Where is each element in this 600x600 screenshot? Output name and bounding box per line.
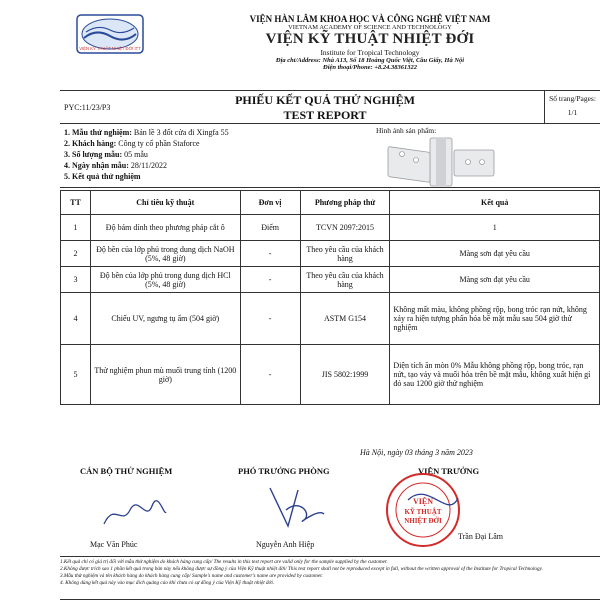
- cell-criterion: Thử nghiệm phun mù muối trung tính (1200 giờ): [90, 345, 240, 405]
- cell-method: TCVN 2097:2015: [300, 215, 390, 241]
- table-row: [61, 215, 600, 241]
- cell-method: Theo yêu cầu của khách hàng: [300, 267, 390, 293]
- sample-name-value: Bản lề 3 đốt cửa đi Xingfa 55: [133, 128, 229, 137]
- page-count: [544, 91, 600, 123]
- academy-vn: VIỆN HÀN LÂM KHOA HỌC VÀ CÔNG NGHỆ VIỆT NAM: [249, 14, 491, 24]
- phone: Điện thoại/Phone: +8.24.38361322: [323, 64, 417, 71]
- quantity-label: 3. Số lượng mẫu:: [64, 150, 123, 159]
- hinge-product-image: [370, 136, 500, 188]
- customer-value: Công ty cổ phần Staforce: [118, 139, 200, 148]
- tester-title: CÁN BỘ THỬ NGHIỆM: [80, 466, 173, 476]
- sample-info: [60, 126, 600, 188]
- cell-unit: -: [240, 241, 300, 267]
- table-header-row: [61, 191, 600, 215]
- quantity-value: 05 mẫu: [124, 150, 148, 159]
- tester-name: Mạc Văn Phúc: [90, 540, 138, 549]
- received-date-label: 4. Ngày nhận mẫu:: [64, 161, 129, 170]
- table-row: [61, 267, 600, 293]
- cell-result: 1: [390, 215, 600, 241]
- page-value: 1/1: [567, 108, 578, 117]
- col-header-method: Phương pháp thử: [300, 191, 390, 215]
- product-image-label: Hình ảnh sản phẩm:: [376, 126, 437, 135]
- report-title-en: TEST REPORT: [283, 108, 367, 122]
- footnote-4: 4. Không dùng kết quả này vào mục đích quảng cáo khi chưa có sự đồng ý của Viện Kỹ thuật nhiệt đới.: [60, 580, 275, 586]
- cell-criterion: Độ bền của lớp phủ trong dung dịch HCl (5%, 48 giờ): [90, 267, 240, 293]
- cell-result: Màng sơn đạt yêu cầu: [390, 241, 600, 267]
- footnote-2: 2.Không được trích sao 1 phần kết quả trong bản này nếu không được sự đồng ý của Viện Kỹ thuật nhiệt đới/ This test report shall not be reproduced except in full, without the written approval of the Institute for Tropical Technology.: [60, 566, 543, 572]
- cell-criterion: Độ bền của lớp phủ trong dung dịch NaOH (5%, 48 giờ): [90, 241, 240, 267]
- svg-text:VIỆN: VIỆN: [412, 497, 434, 506]
- footnotes: [60, 556, 600, 587]
- cell-tt: 4: [61, 293, 91, 345]
- svg-text:KỸ THUẬT: KỸ THUẬT: [404, 508, 442, 516]
- report-code: PYC:11/23/P3: [64, 103, 111, 112]
- cell-tt: 2: [61, 241, 91, 267]
- director-title: VIỆN TRƯỞNG: [418, 466, 480, 476]
- deputy-title: PHÓ TRƯỞNG PHÒNG: [238, 466, 330, 476]
- col-header-tt: TT: [61, 191, 91, 215]
- issue-date: Hà Nội, ngày 03 tháng 3 năm 2023: [360, 448, 473, 457]
- cell-method: Theo yêu cầu của khách hàng: [300, 241, 390, 267]
- table-row: [61, 293, 600, 345]
- footnote-3: 3.Mẫu thử nghiệm và tên khách hàng do khách hàng cung cấp/ Sample's name and customer's name are provided by customer.: [60, 573, 323, 579]
- page-label: Số trang/Pages:: [549, 94, 596, 103]
- institute-logo: [76, 14, 144, 54]
- address: Địa chỉ/Address: Nhà A13, Số 18 Hoàng Quốc Việt, Cầu Giấy, Hà Nội: [275, 57, 465, 64]
- cell-tt: 5: [61, 345, 91, 405]
- received-date-value: 28/11/2022: [130, 161, 168, 170]
- col-header-unit: Đơn vị: [240, 191, 300, 215]
- cell-result: Diện tích ăn mòn 0% Mẫu không phồng rộp, bong tróc, rạn nứt, tạo vảy và muối hóa trên bề mặt mẫu, không xuất hiện gỉ đỏ sau 1200 giờ thử nghiệm: [390, 345, 600, 405]
- table-row: [61, 345, 600, 405]
- official-stamp: [378, 470, 468, 550]
- cell-tt: 3: [61, 267, 91, 293]
- cell-criterion: Độ bám dính theo phương pháp cắt ô: [90, 215, 240, 241]
- cell-unit: -: [240, 267, 300, 293]
- report-title-vn: PHIẾU KẾT QUẢ THỬ NGHIỆM: [235, 93, 415, 107]
- cell-result: Màng sơn đạt yêu cầu: [390, 267, 600, 293]
- institute-name-en: Institute for Tropical Technology: [320, 48, 420, 57]
- director-name: Trần Đại Lâm: [458, 532, 504, 541]
- header: [160, 14, 580, 71]
- academy-en: VIETNAM ACADEMY OF SCIENCE AND TECHNOLOGY: [288, 24, 452, 31]
- col-header-criterion: Chỉ tiêu kỹ thuật: [90, 191, 240, 215]
- title-band: [60, 90, 600, 124]
- cell-unit: -: [240, 345, 300, 405]
- cell-tt: 1: [61, 215, 91, 241]
- table-row: [61, 241, 600, 267]
- svg-text:NHIỆT ĐỚI: NHIỆT ĐỚI: [404, 517, 442, 525]
- sample-name-label: 1. Mẫu thử nghiệm:: [64, 128, 132, 137]
- tester-signature: [100, 496, 170, 532]
- deputy-name: Nguyễn Anh Hiệp: [256, 540, 315, 549]
- cell-result: Không mất màu, không phồng rộp, bong tróc rạn nứt, không xảy ra hiện tượng phấn hóa bề mặt mẫu sau 504 giờ thử nghiệm: [390, 293, 600, 345]
- result-section-label: 5. Kết quả thử nghiệm: [64, 172, 141, 181]
- footnote-1: 1.Kết quả chỉ có giá trị đối với mẫu thử nghiệm do khách hàng cung cấp/ The results in this test report are valid only for the sample supplied by the customer.: [60, 559, 388, 565]
- cell-criterion: Chiếu UV, ngưng tụ ẩm (504 giờ): [90, 293, 240, 345]
- col-header-result: Kết quả: [390, 191, 600, 215]
- institute-name: VIỆN KỸ THUẬT NHIỆT ĐỚI: [265, 31, 475, 47]
- deputy-signature: [260, 480, 330, 534]
- results-table: [60, 190, 600, 405]
- cell-method: ASTM G154: [300, 293, 390, 345]
- cell-method: JIS 5802:1999: [300, 345, 390, 405]
- customer-label: 2. Khách hàng:: [64, 139, 117, 148]
- cell-unit: Điểm: [240, 215, 300, 241]
- cell-unit: -: [240, 293, 300, 345]
- test-report-page: [60, 10, 600, 600]
- logo-text: VIỆN KỸ THUẬT NHIỆT ĐỚI ITT: [79, 46, 141, 51]
